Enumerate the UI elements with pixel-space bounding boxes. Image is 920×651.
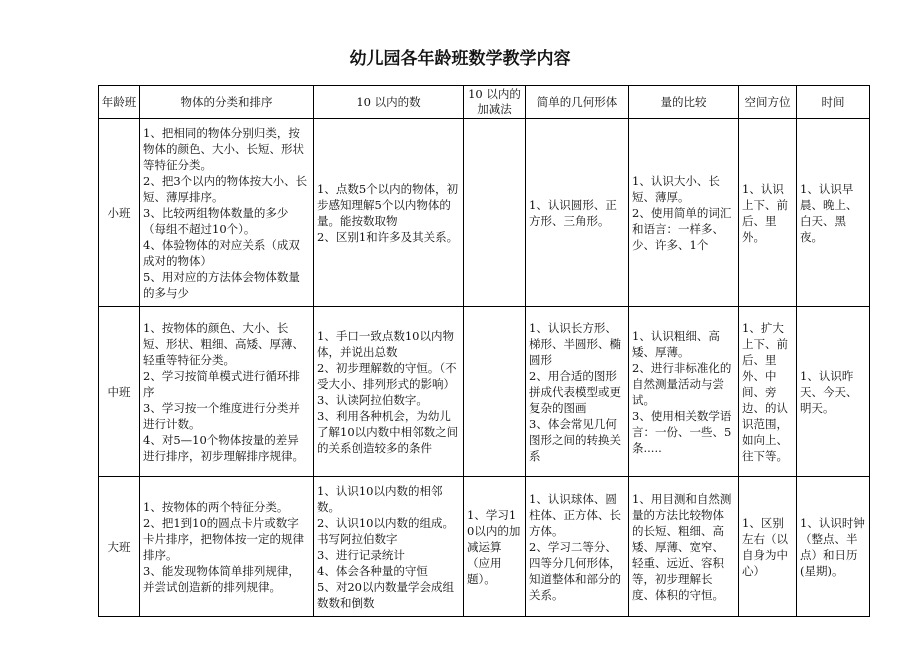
grade-cell: 小班 xyxy=(99,119,140,307)
curriculum-table xyxy=(98,85,870,617)
header-space: 空间方位 xyxy=(739,86,797,119)
table-cell xyxy=(464,307,526,477)
table-cell: 1、按物体的两个特征分类。 2、把1到10的圆点卡片或数字卡片排序，把物体按一定的规律排序。 3、能发现物体简单排列规律，并尝试创造新的排列规律。 xyxy=(140,477,314,617)
table-cell: 1、认识昨天、今天、明天。 xyxy=(797,307,870,477)
table-cell: 1、认识上下、前后、里外。 xyxy=(739,119,797,307)
table-row xyxy=(99,119,870,307)
table-cell: 1、认识球体、圆柱体、正方体、长方体。 2、学习二等分、四等分几何形体，知道整体和部分的关系。 xyxy=(526,477,629,617)
table-cell: 1、区别左右（以自身为中心） xyxy=(739,477,797,617)
grade-cell: 大班 xyxy=(99,477,140,617)
table-cell: 1、认识早晨、晚上、白天、黑夜。 xyxy=(797,119,870,307)
header-measure: 量的比较 xyxy=(629,86,739,119)
header-geometry: 简单的几何形体 xyxy=(526,86,629,119)
table-cell: 1、手口一致点数10以内物体，并说出总数 2、初步理解数的守恒。（不受大小、排列形式的影响） 3、认读阿拉伯数字。 3、利用各种机会，为幼儿了解10以内数中相邻数之间的关系创造较多的条件 xyxy=(314,307,464,477)
table-cell: 1、认识时钟（整点、半点）和日历(星期)。 xyxy=(797,477,870,617)
header-time: 时间 xyxy=(797,86,870,119)
table-cell: 1、点数5个以内的物体，初步感知理解5个以内物体的量。能按数取物 2、区别1和许多及其关系。 xyxy=(314,119,464,307)
table-row xyxy=(99,477,870,617)
header-row xyxy=(99,86,870,119)
table-cell: 1、认识粗细、高矮、厚薄。 2、进行非标准化的自然测量活动与尝试。 3、使用相关数学语言：一份、一些、5条..... xyxy=(629,307,739,477)
table-cell: 1、用目测和自然测量的方法比较物体的长短、粗细、高矮、厚薄、宽窄、轻重、远近、容积等，初步理解长度、体积的守恒。 xyxy=(629,477,739,617)
table-cell: 1、按物体的颜色、大小、长短、形状、粗细、高矮、厚薄、轻重等特征分类。 2、学习按简单模式进行循环排序 3、学习按一个维度进行分类并进行计数。 4、对5—10个物体按量的差异进行排序，初步理解排序规律。 xyxy=(140,307,314,477)
header-addition: 10 以内的加减法 xyxy=(464,86,526,119)
table-cell: 1、认识圆形、正方形、三角形。 xyxy=(526,119,629,307)
table-cell xyxy=(464,119,526,307)
table-row xyxy=(99,307,870,477)
document-title: 幼儿园各年龄班数学教学内容 xyxy=(349,49,571,69)
header-numbers: 10 以内的数 xyxy=(314,86,464,119)
table-cell: 1、认识大小、长短、薄厚。 2、使用简单的词汇和语言：一样多、少、许多、1个 xyxy=(629,119,739,307)
table-cell: 1、扩大上下、前后、里外、中间、旁边、的认识范围，如向上、往下等。 xyxy=(739,307,797,477)
header-grade: 年龄班 xyxy=(99,86,140,119)
table-cell: 1、学习10以内的加减运算（应用题）。 xyxy=(464,477,526,617)
header-classification: 物体的分类和排序 xyxy=(140,86,314,119)
grade-cell: 中班 xyxy=(99,307,140,477)
table-cell: 1、把相同的物体分别归类，按物体的颜色、大小、长短、形状等特征分类。 2、把3个以内的物体按大小、长短、薄厚排序。 3、比较两组物体数量的多少（每组不超过10个）。 4、体验物体的对应关系（成双成对的物体） 5、用对应的方法体会物体数量的多与少 xyxy=(140,119,314,307)
table-cell: 1、认识长方形、梯形、半圆形、椭圆形 2、用合适的图形拼成代表模型或更复杂的图画 3、体会常见几何图形之间的转换关系 xyxy=(526,307,629,477)
table-cell: 1、认识10以内数的相邻数。 2、认识10以内数的组成。书写阿拉伯数字 3、进行记录统计 4、体会各种量的守恒 5、对20以内数量学会成组数数和倒数 xyxy=(314,477,464,617)
